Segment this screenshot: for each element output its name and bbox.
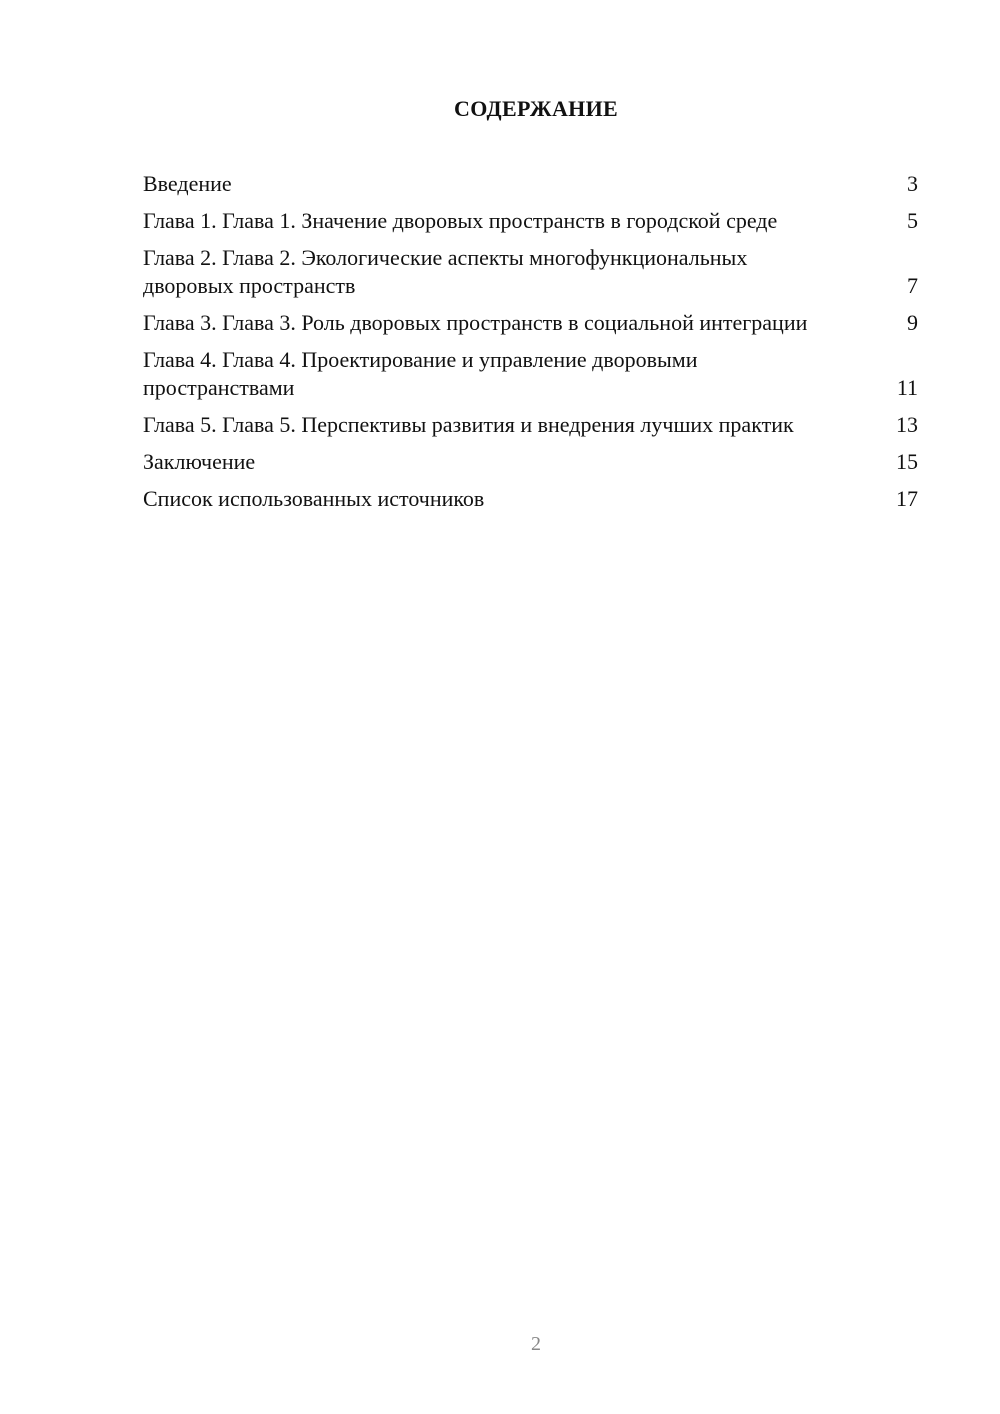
toc-entry-chapter-3[interactable] (143, 309, 918, 337)
toc-entry-title: Заключение (143, 449, 256, 474)
toc-entry-page: 15 (896, 449, 918, 474)
toc-entry-page: 9 (907, 310, 918, 335)
toc-entry-title: Глава 4. Глава 4. Проектирование и управление дворовыми пространствами (143, 347, 698, 400)
toc-entry-title: Введение (143, 171, 232, 196)
toc-entry-page: 13 (896, 412, 918, 437)
toc-entry-title: Глава 1. Глава 1. Значение дворовых пространств в городской среде (143, 208, 778, 233)
toc-entry-title: Глава 3. Глава 3. Роль дворовых пространств в социальной интеграции (143, 310, 808, 335)
table-of-contents (143, 170, 918, 522)
toc-entry-chapter-4[interactable] (143, 346, 918, 402)
toc-entry-introduction[interactable] (143, 170, 918, 198)
toc-entry-chapter-2[interactable] (143, 244, 918, 300)
page-number: 2 (531, 1333, 541, 1355)
toc-entry-page: 5 (907, 208, 918, 233)
toc-entry-references[interactable] (143, 485, 918, 513)
toc-entry-conclusion[interactable] (143, 448, 918, 476)
toc-entry-chapter-1[interactable] (143, 207, 918, 235)
toc-entry-title: Глава 2. Глава 2. Экологические аспекты многофункциональных дворовых пространств (143, 245, 748, 298)
toc-entry-page: 7 (907, 273, 918, 298)
toc-entry-page: 3 (907, 171, 918, 196)
toc-entry-title: Список использованных источников (143, 486, 485, 511)
toc-entry-page: 11 (896, 375, 918, 400)
page-title: СОДЕРЖАНИЕ (454, 96, 618, 121)
toc-entry-page: 17 (896, 486, 918, 511)
toc-entry-chapter-5[interactable] (143, 411, 918, 439)
toc-entry-title: Глава 5. Глава 5. Перспективы развития и внедрения лучших практик (143, 412, 794, 437)
